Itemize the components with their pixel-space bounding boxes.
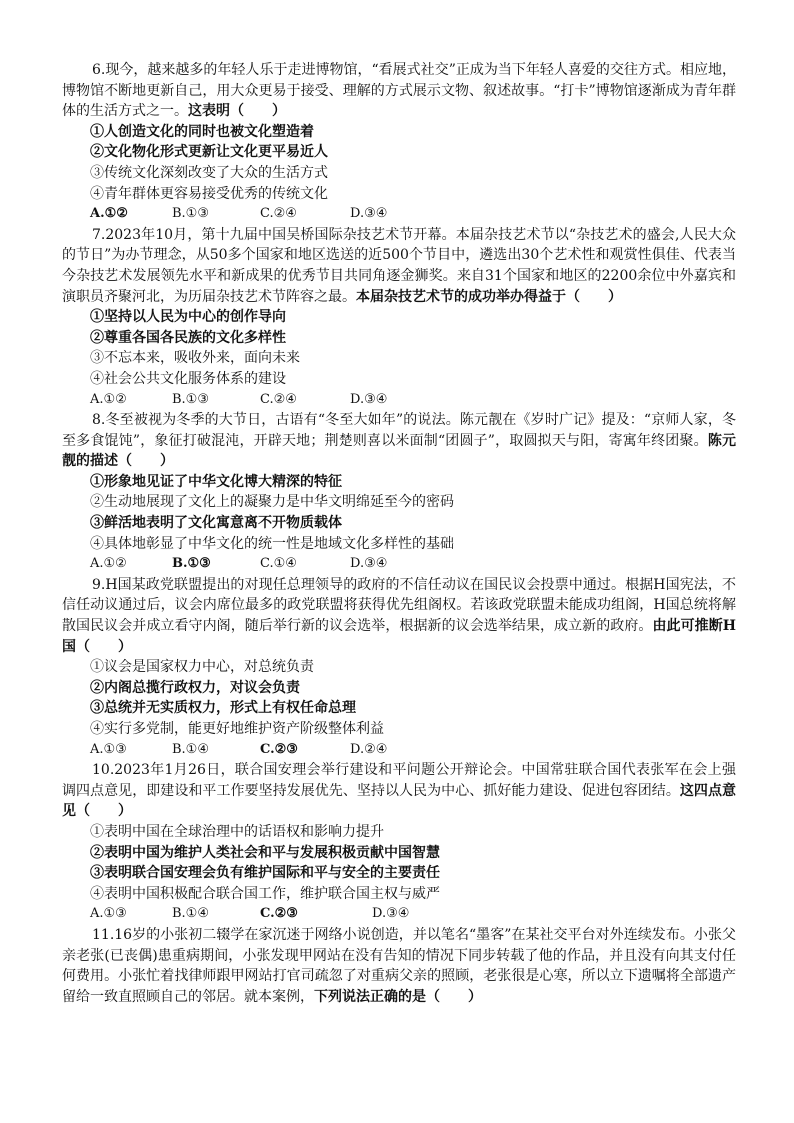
question-10 <box>62 760 736 925</box>
choice-b: B.①③ <box>172 391 209 407</box>
option-line: ③鲜活地表明了文化寓意离不开物质载体 <box>90 515 342 532</box>
choice-a: A.①③ <box>90 741 127 757</box>
option-line: ④青年群体更容易接受优秀的传统文化 <box>90 185 328 202</box>
question-stem: 10.2023年1月26日，联合国安理会举行建设和平问题公开辩论会。中国常驻联合国代表张军在会上强调四点意见，即建设和平工作要坚持发展优先、坚持以人民为中心、抓好能力建设、促进包容团结。这四点意见（ ） <box>62 762 737 820</box>
option-line: ④表明中国积极配合联合国工作，维护联合国主权与威严 <box>90 885 440 902</box>
option-line: ③总统并无实质权力，形式上有权任命总理 <box>90 700 356 717</box>
option-line: ④社会公共文化服务体系的建设 <box>90 370 286 387</box>
question-stem: 9.H国某政党联盟提出的对现任总理领导的政府的不信任动议在国民议会投票中通过。根据H国宪法，不信任动议通过后，议会内席位最多的政党联盟将获得优先组阁权。若该政党联盟未能成功组阁，H国总统将解散国民议会并成立看守内阁，随后举行新的议会选举，根据新的议会选举结果，成立新的政府。由此可推断H国（ ） <box>62 576 736 655</box>
choice-b: B.①③ <box>172 206 209 222</box>
choice-d: D.③④ <box>350 391 388 407</box>
question-11 <box>62 925 736 1007</box>
answer-choices <box>62 554 736 575</box>
option-line: ①表明中国在全球治理中的话语权和影响力提升 <box>90 823 384 840</box>
choice-b: B.①④ <box>172 741 209 757</box>
exam-page <box>62 60 736 1007</box>
answer-choices <box>62 740 736 761</box>
choice-b: B.①④ <box>172 906 209 922</box>
option-line: ③不忘本来，吸收外来，面向未来 <box>90 350 300 367</box>
choice-c: C.②③ <box>260 741 298 757</box>
question-8 <box>62 410 736 575</box>
choice-a: A.①② <box>90 391 127 407</box>
option-line: ②文化物化形式更新让文化更平易近人 <box>90 144 328 161</box>
choice-d: D.③④ <box>372 906 410 922</box>
question-6 <box>62 60 736 225</box>
option-line: ①人创造文化的同时也被文化塑造着 <box>90 123 314 140</box>
answer-choices <box>62 204 736 225</box>
option-line: ②表明中国为维护人类社会和平与发展积极贡献中国智慧 <box>90 844 440 861</box>
choice-c: C.②③ <box>260 906 298 922</box>
option-line: ②内阁总揽行政权力，对议会负责 <box>90 679 300 696</box>
answer-choices <box>62 904 736 925</box>
question-stem: 8.冬至被视为冬季的大节日，古语有“冬至大如年”的说法。陈元靓在《岁时广记》提及：“京师人家，冬至多食馄饨”，象征打破混沌，开辟天地；荆楚则喜以米面制“团圆子”，取圆拟天与阳，寄寓年终团聚。陈元靓的描述（ ） <box>62 412 736 470</box>
option-line: ④具体地彰显了中华文化的统一性是地域文化多样性的基础 <box>90 535 454 552</box>
question-stem: 7.2023年10月，第十九届中国吴桥国际杂技艺术节开幕。本届杂技艺术节以“杂技艺术的盛会,人民大众的节日”为办节理念，从50多个国家和地区选送的近500个节目中，遴选出30个艺术性和观赏性俱佳、代表当今杂技艺术发展领先水平和新成果的优秀节目共同角逐金狮奖。来自31个国家和地区的2200余位中外嘉宾和演职员齐聚河北，为历届杂技艺术节阵容之最。本届杂技艺术节的成功举办得益于（ ） <box>62 226 736 305</box>
question-stem: 11.16岁的小张初二辍学在家沉迷于网络小说创造，并以笔名“墨客”在某社交平台对外连续发布。小张父亲老张(已丧偶)患重病期间，小张发现甲网站在没有告知的情况下同步转载了他的作品，并且没有向其支付任何费用。小张忙着找律师跟甲网站打官司疏忽了对重病父亲的照顾，老张很是心寒，所以立下遗嘱将全部遗产留给一致直照顾自己的邻居。就本案例，下列说法正确的是（ ） <box>62 926 736 1005</box>
option-line: ①形象地见证了中华文化博大精深的特征 <box>90 473 342 490</box>
question-7 <box>62 225 736 410</box>
choice-a: A.①② <box>90 206 128 222</box>
option-line: ①议会是国家权力中心，对总统负责 <box>90 659 314 676</box>
option-line: ③传统文化深刻改变了大众的生活方式 <box>90 164 328 181</box>
option-line: ②尊重各国各民族的文化多样性 <box>90 329 286 346</box>
choice-c: C.①④ <box>260 556 297 572</box>
question-9 <box>62 575 736 760</box>
option-line: ②生动地展现了文化上的凝聚力是中华文明绵延至今的密码 <box>90 494 454 511</box>
choice-d: D.②④ <box>350 741 388 757</box>
choice-b: B.①③ <box>172 556 211 572</box>
option-line: ④实行多党制，能更好地维护资产阶级整体利益 <box>90 721 384 737</box>
question-stem: 6.现今，越来越多的年轻人乐于走进博物馆，“看展式社交”正成为当下年轻人喜爱的交往方式。相应地，博物馆不断地更新自己，用大众更易于接受、理解的方式展示文物、叙述故事。“打卡”博物馆逐渐成为青年群体的生活方式之一。这表明（ ） <box>62 62 736 120</box>
choice-a: A.①② <box>90 556 127 572</box>
choice-d: D.③④ <box>350 556 388 572</box>
answer-choices <box>62 390 736 411</box>
choice-c: C.②④ <box>260 391 297 407</box>
option-line: ①坚持以人民为中心的创作导向 <box>90 309 286 326</box>
choice-d: D.③④ <box>350 206 388 222</box>
choice-a: A.①③ <box>90 906 127 922</box>
option-line: ③表明联合国安理会负有维护国际和平与安全的主要责任 <box>90 865 440 882</box>
choice-c: C.②④ <box>260 206 297 222</box>
